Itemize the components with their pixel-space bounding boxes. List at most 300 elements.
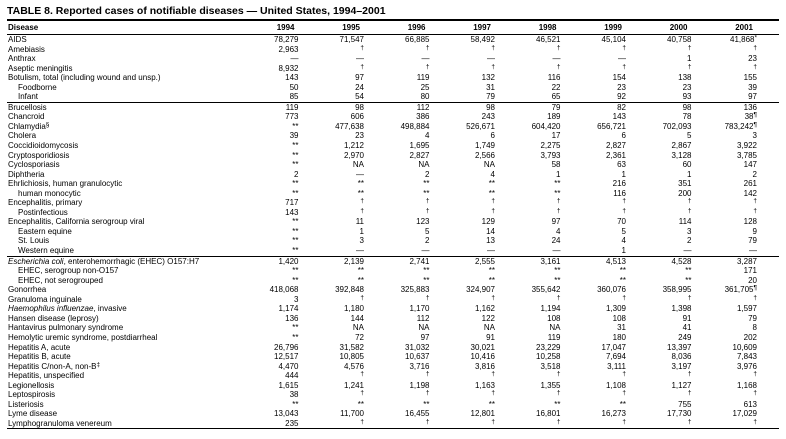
value-cell: 136 bbox=[285, 313, 299, 323]
value-cell: 11,700 bbox=[340, 409, 364, 419]
value-cell: 189 bbox=[547, 112, 561, 122]
disease-name-cell: Cyclosporiasis bbox=[8, 160, 60, 170]
table-row bbox=[7, 179, 779, 189]
disease-name-cell: Hepatitis A, acute bbox=[8, 342, 71, 352]
value-cell: 112 bbox=[416, 313, 430, 323]
value-cell: 17 bbox=[551, 131, 561, 141]
value-cell: † bbox=[491, 390, 495, 397]
disease-name-cell: Legionellosis bbox=[8, 380, 55, 390]
value-cell: 355,642 bbox=[531, 285, 561, 295]
disease-name-cell: Encephalitis, California serogroup viral bbox=[8, 217, 145, 227]
value-cell: 16,273 bbox=[601, 409, 626, 419]
disease-name-cell: Eastern equine bbox=[18, 226, 72, 236]
disease-name-cell: EHEC, not serogrouped bbox=[18, 275, 103, 285]
value-cell: — bbox=[290, 54, 299, 64]
disease-name-cell: Foodborne bbox=[18, 82, 57, 92]
value-cell: 1,355 bbox=[540, 380, 561, 390]
value-cell: ** bbox=[357, 275, 364, 285]
value-cell: † bbox=[753, 207, 757, 215]
value-cell: 31 bbox=[617, 323, 626, 333]
value-cell: 444 bbox=[285, 371, 299, 381]
value-cell: ** bbox=[292, 160, 299, 170]
value-cell: 3,161 bbox=[540, 256, 561, 266]
value-cell: ** bbox=[357, 179, 364, 189]
value-cell: 783,242¶ bbox=[724, 121, 757, 131]
value-cell: 3,793 bbox=[540, 150, 561, 160]
value-cell: 23 bbox=[748, 54, 757, 64]
value-cell: — bbox=[421, 54, 430, 64]
table-row bbox=[7, 314, 779, 324]
value-cell: 10,609 bbox=[732, 342, 757, 352]
value-cell: 1,198 bbox=[409, 380, 430, 390]
value-cell: ** bbox=[292, 275, 299, 285]
table-row bbox=[7, 236, 779, 246]
value-cell: 2,867 bbox=[671, 141, 692, 151]
disease-name-cell: Infant bbox=[7, 92, 255, 102]
value-cell: 154 bbox=[612, 73, 626, 83]
value-cell: 498,884 bbox=[400, 121, 430, 131]
value-cell: ** bbox=[292, 323, 299, 333]
table-row bbox=[7, 151, 779, 161]
value-cell: — bbox=[648, 246, 714, 256]
disease-name-cell: Hepatitis C/non-A, non-B‡ bbox=[8, 361, 101, 371]
value-cell: † bbox=[714, 419, 780, 429]
value-cell: 72 bbox=[355, 332, 364, 342]
value-cell: 4 bbox=[490, 169, 495, 179]
value-cell: 1 bbox=[556, 169, 561, 179]
value-cell: ** bbox=[292, 150, 299, 160]
value-cell: † bbox=[622, 294, 626, 302]
value-cell: 26,796 bbox=[274, 342, 299, 352]
value-cell: 70 bbox=[617, 217, 626, 227]
value-cell: ** bbox=[423, 275, 430, 285]
table-row bbox=[7, 390, 779, 400]
disease-name-cell: Gonorrhea bbox=[8, 285, 47, 295]
value-cell: ** bbox=[292, 332, 299, 342]
year-column-header: 1996 bbox=[386, 21, 452, 35]
value-cell: † bbox=[753, 198, 757, 205]
year-column-header: 1994 bbox=[255, 21, 321, 35]
value-cell: 2,555 bbox=[474, 256, 495, 266]
value-cell: † bbox=[622, 44, 626, 52]
value-cell: † bbox=[622, 198, 626, 205]
disease-name-cell: Chancroid bbox=[8, 112, 45, 122]
value-cell: — bbox=[321, 246, 387, 256]
disease-name-cell: Anthrax bbox=[8, 54, 36, 64]
table-row bbox=[7, 189, 779, 199]
value-cell: 261 bbox=[743, 179, 757, 189]
value-cell: 755 bbox=[678, 399, 692, 409]
value-cell: 1,398 bbox=[671, 304, 692, 314]
value-cell: † bbox=[583, 419, 649, 429]
value-cell: ** bbox=[619, 266, 626, 276]
value-cell: 477,638 bbox=[335, 121, 364, 131]
year-column-header: 2001 bbox=[714, 21, 780, 35]
disease-name-cell: Hantavirus pulmonary syndrome bbox=[8, 323, 124, 333]
value-cell: 25 bbox=[420, 82, 430, 92]
value-cell: ** bbox=[292, 141, 299, 151]
year-column-header: 1995 bbox=[321, 21, 387, 35]
disease-name-cell: Hepatitis, unspecified bbox=[8, 371, 85, 381]
value-cell: 80 bbox=[386, 92, 452, 102]
value-cell: 2,963 bbox=[278, 44, 299, 54]
value-cell: NA bbox=[483, 323, 495, 333]
value-cell: † bbox=[687, 294, 692, 302]
value-cell: ** bbox=[292, 121, 299, 131]
value-cell: 4,513 bbox=[605, 256, 626, 266]
value-cell: ** bbox=[488, 266, 495, 276]
table-row bbox=[7, 304, 779, 314]
table-header-row bbox=[7, 21, 779, 35]
table-row bbox=[7, 45, 779, 55]
value-cell: — bbox=[552, 54, 561, 64]
value-cell: † bbox=[360, 63, 364, 71]
disease-name-cell: St. Louis bbox=[18, 236, 50, 246]
value-cell: 20 bbox=[748, 275, 757, 285]
value-cell: 1,615 bbox=[278, 380, 299, 390]
value-cell: 1,162 bbox=[474, 304, 495, 314]
value-cell: ** bbox=[423, 266, 430, 276]
value-cell: 23,229 bbox=[536, 342, 561, 352]
year-column-header: 1997 bbox=[452, 21, 518, 35]
value-cell: 386 bbox=[416, 112, 430, 122]
value-cell: — bbox=[517, 246, 583, 256]
disease-name-cell: human monocytic bbox=[18, 188, 81, 198]
value-cell: ** bbox=[488, 399, 495, 409]
value-cell: † bbox=[687, 390, 692, 397]
value-cell: 351 bbox=[678, 179, 692, 189]
value-cell: † bbox=[753, 44, 757, 52]
disease-name-cell: Ehrlichiosis, human granulocytic bbox=[8, 179, 123, 189]
value-cell: — bbox=[714, 246, 780, 256]
table-row bbox=[7, 122, 779, 132]
value-cell: 39 bbox=[748, 82, 757, 92]
value-cell: 66,885 bbox=[405, 35, 430, 44]
value-cell: 7,694 bbox=[605, 352, 626, 362]
table-body bbox=[7, 35, 779, 429]
value-cell: † bbox=[556, 63, 561, 71]
value-cell: ** bbox=[292, 399, 299, 409]
value-cell: 5 bbox=[621, 226, 626, 236]
value-cell: 13,043 bbox=[274, 409, 299, 419]
value-cell: 3,197 bbox=[671, 361, 692, 371]
value-cell: † bbox=[491, 63, 495, 71]
value-cell: 1,168 bbox=[736, 380, 757, 390]
value-cell: 16,455 bbox=[405, 409, 430, 419]
value-cell: 1 bbox=[621, 169, 626, 179]
table-row bbox=[7, 102, 779, 112]
value-cell: 128 bbox=[743, 217, 757, 227]
value-cell: 50 bbox=[289, 82, 299, 92]
value-cell: NA bbox=[352, 160, 364, 170]
value-cell: 30,021 bbox=[470, 342, 495, 352]
table-row bbox=[7, 141, 779, 151]
value-cell: † bbox=[687, 371, 692, 378]
value-cell: 4,576 bbox=[343, 361, 364, 371]
value-cell: † bbox=[556, 294, 561, 302]
value-cell: 1,108 bbox=[605, 380, 626, 390]
value-cell: ** bbox=[357, 399, 364, 409]
value-cell: 4,470 bbox=[278, 361, 299, 371]
value-cell: ** bbox=[488, 275, 495, 285]
value-cell: 98 bbox=[355, 102, 364, 112]
value-cell: — bbox=[618, 54, 626, 64]
value-cell: † bbox=[753, 294, 757, 302]
value-cell: 119 bbox=[416, 73, 430, 83]
value-cell: 3,785 bbox=[736, 150, 757, 160]
disease-name-cell: Aseptic meningitis bbox=[8, 63, 73, 73]
value-cell: 78 bbox=[682, 112, 692, 122]
value-cell: 116 bbox=[613, 188, 626, 198]
value-cell: 78,279 bbox=[274, 35, 299, 44]
value-cell: 4 bbox=[425, 131, 430, 141]
value-cell: 6 bbox=[621, 131, 626, 141]
value-cell: 17,730 bbox=[667, 409, 692, 419]
disease-name-cell: Postinfectious bbox=[18, 207, 68, 217]
year-column-header: 1998 bbox=[517, 21, 583, 35]
value-cell: 1 bbox=[583, 246, 649, 256]
value-cell: 613 bbox=[743, 399, 757, 409]
value-cell: — bbox=[452, 246, 518, 256]
value-cell: 4 bbox=[556, 226, 561, 236]
value-cell: 98 bbox=[682, 102, 692, 112]
value-cell: 235 bbox=[255, 419, 321, 429]
disease-name-cell: Botulism, total (including wound and unsp.) bbox=[8, 73, 161, 83]
value-cell: 2,827 bbox=[605, 141, 626, 151]
year-column-header: 1999 bbox=[583, 21, 649, 35]
value-cell: 54 bbox=[321, 92, 387, 102]
value-cell: † bbox=[753, 63, 757, 71]
value-cell: ** bbox=[685, 275, 692, 285]
disease-name-cell: Escherichia coli, enterohemorrhagic (EHEC) O157:H7 bbox=[8, 256, 200, 266]
value-cell: 132 bbox=[481, 73, 495, 83]
value-cell: 23 bbox=[617, 82, 626, 92]
value-cell: † bbox=[556, 198, 561, 205]
table-row bbox=[7, 333, 779, 343]
value-cell: 108 bbox=[547, 313, 561, 323]
value-cell: † bbox=[425, 198, 430, 205]
notifiable-diseases-table bbox=[7, 21, 779, 429]
value-cell: † bbox=[386, 419, 452, 429]
disease-name-cell: Hemolytic uremic syndrome, postdiarrheal bbox=[8, 332, 158, 342]
value-cell: ** bbox=[292, 226, 299, 236]
value-cell: 40,758 bbox=[667, 35, 692, 44]
value-cell: ** bbox=[554, 399, 561, 409]
value-cell: 119 bbox=[547, 332, 561, 342]
value-cell: 147 bbox=[743, 160, 757, 170]
value-cell: 123 bbox=[416, 217, 430, 227]
value-cell: 12,517 bbox=[274, 352, 299, 362]
value-cell: ** bbox=[423, 188, 430, 198]
value-cell: ** bbox=[554, 179, 561, 189]
value-cell: 2,139 bbox=[343, 256, 364, 266]
value-cell: † bbox=[360, 390, 364, 397]
value-cell: 180 bbox=[612, 332, 626, 342]
value-cell: † bbox=[622, 207, 626, 215]
value-cell: 1,180 bbox=[343, 304, 364, 314]
value-cell: † bbox=[360, 294, 364, 302]
value-cell: 3,111 bbox=[607, 361, 626, 371]
value-cell: 116 bbox=[547, 73, 561, 83]
value-cell: 85 bbox=[255, 92, 321, 102]
value-cell: † bbox=[687, 63, 692, 71]
value-cell: ** bbox=[619, 399, 626, 409]
value-cell: 2 bbox=[425, 236, 430, 246]
value-cell: 717 bbox=[285, 198, 299, 208]
disease-name-cell: Diphtheria bbox=[8, 169, 45, 179]
value-cell: † bbox=[753, 371, 757, 378]
value-cell: 1,174 bbox=[278, 304, 299, 314]
value-cell: 144 bbox=[350, 313, 364, 323]
value-cell: 71,547 bbox=[339, 35, 364, 44]
value-cell: † bbox=[556, 371, 561, 378]
disease-column-header: Disease bbox=[7, 21, 255, 35]
value-cell: 4 bbox=[621, 236, 626, 246]
value-cell: 1,309 bbox=[605, 304, 626, 314]
table-row bbox=[7, 419, 779, 429]
value-cell: 1 bbox=[687, 54, 692, 64]
value-cell: † bbox=[491, 207, 495, 215]
value-cell: 23 bbox=[355, 131, 364, 141]
value-cell: — bbox=[356, 169, 364, 179]
value-cell: † bbox=[360, 207, 364, 215]
value-cell: 3,922 bbox=[736, 141, 757, 151]
value-cell: 5 bbox=[425, 226, 430, 236]
value-cell: 526,671 bbox=[466, 121, 495, 131]
value-cell: 91 bbox=[486, 332, 495, 342]
disease-name-cell: Cryptosporidiosis bbox=[8, 150, 70, 160]
value-cell: 92 bbox=[583, 92, 649, 102]
table-row bbox=[7, 198, 779, 208]
value-cell: 3 bbox=[294, 294, 299, 304]
value-cell: 1,194 bbox=[540, 304, 561, 314]
value-cell: 8,036 bbox=[671, 352, 692, 362]
value-cell: ** bbox=[554, 275, 561, 285]
value-cell: † bbox=[622, 390, 626, 397]
value-cell: 114 bbox=[678, 217, 692, 227]
value-cell: NA bbox=[352, 323, 364, 333]
disease-name-cell: Hepatitis B, acute bbox=[8, 352, 71, 362]
disease-name-cell: Leptospirosis bbox=[8, 390, 56, 400]
value-cell: 91 bbox=[682, 313, 692, 323]
value-cell: 1,241 bbox=[343, 380, 364, 390]
value-cell: 93 bbox=[648, 92, 714, 102]
table-row bbox=[7, 409, 779, 419]
value-cell: 7,843 bbox=[736, 352, 757, 362]
value-cell: 1,127 bbox=[671, 380, 692, 390]
disease-name-cell: Chlamydia§ bbox=[8, 121, 50, 131]
table-row bbox=[7, 400, 779, 410]
value-cell: 58,492 bbox=[470, 35, 495, 44]
value-cell: 361,705¶ bbox=[724, 285, 757, 295]
table-row bbox=[7, 343, 779, 353]
value-cell: † bbox=[425, 207, 430, 215]
table-row bbox=[7, 227, 779, 237]
value-cell: † bbox=[360, 371, 364, 378]
value-cell: 3,716 bbox=[409, 361, 430, 371]
value-cell: 46,521 bbox=[536, 35, 561, 44]
value-cell: 38¶ bbox=[744, 112, 757, 122]
value-cell: 10,258 bbox=[536, 352, 561, 362]
value-cell: † bbox=[556, 207, 561, 215]
value-cell: 4,528 bbox=[671, 256, 692, 266]
value-cell: 324,907 bbox=[466, 285, 495, 295]
value-cell: † bbox=[622, 371, 626, 378]
value-cell: 392,848 bbox=[335, 285, 364, 295]
value-cell: 171 bbox=[743, 266, 757, 276]
table-row bbox=[7, 131, 779, 141]
value-cell: 2,741 bbox=[409, 256, 430, 266]
value-cell: 24 bbox=[551, 236, 561, 246]
value-cell: ** bbox=[357, 266, 364, 276]
value-cell: 249 bbox=[678, 332, 692, 342]
value-cell: 2,566 bbox=[474, 150, 495, 160]
table-row bbox=[7, 371, 779, 381]
value-cell: 136 bbox=[743, 102, 757, 112]
value-cell: † bbox=[556, 44, 561, 52]
table-row bbox=[7, 276, 779, 286]
value-cell: 16,801 bbox=[536, 409, 561, 419]
value-cell: 5 bbox=[687, 131, 692, 141]
value-cell: 325,883 bbox=[400, 285, 430, 295]
value-cell: 2,827 bbox=[409, 150, 430, 160]
value-cell: ** bbox=[685, 266, 692, 276]
table-row bbox=[7, 112, 779, 122]
value-cell: 138 bbox=[678, 73, 692, 83]
value-cell: 418,068 bbox=[269, 285, 299, 295]
disease-name-cell: Granuloma inguinale bbox=[8, 294, 82, 304]
value-cell: † bbox=[425, 390, 430, 397]
value-cell: 10,637 bbox=[405, 352, 430, 362]
value-cell: 1 bbox=[359, 226, 364, 236]
value-cell: 97 bbox=[420, 332, 430, 342]
value-cell: 143 bbox=[285, 207, 299, 217]
value-cell: † bbox=[425, 44, 430, 52]
value-cell: 143 bbox=[285, 73, 299, 83]
table-title: TABLE 8. Reported cases of notifiable diseases — United States, 1994–2001 bbox=[7, 5, 779, 21]
disease-name-cell: Amebiasis bbox=[8, 44, 45, 54]
value-cell: † bbox=[556, 390, 561, 397]
value-cell: 31,582 bbox=[339, 342, 364, 352]
disease-name-cell: Hansen disease (leprosy) bbox=[8, 313, 99, 323]
value-cell: 24 bbox=[355, 82, 364, 92]
value-cell: 3,287 bbox=[736, 256, 757, 266]
value-cell: 773 bbox=[285, 112, 299, 122]
value-cell: 2 bbox=[294, 169, 299, 179]
value-cell: ** bbox=[488, 179, 495, 189]
value-cell: 142 bbox=[743, 188, 757, 198]
value-cell: 129 bbox=[481, 217, 495, 227]
value-cell: 1,695 bbox=[409, 141, 430, 151]
table-row bbox=[7, 285, 779, 295]
disease-name-cell: Haemophilus influenzae, invasive bbox=[8, 304, 127, 314]
value-cell: ** bbox=[554, 266, 561, 276]
disease-name-cell: Lymphogranuloma venereum bbox=[7, 419, 255, 429]
value-cell: 13 bbox=[486, 236, 495, 246]
value-cell: NA bbox=[549, 323, 561, 333]
value-cell: † bbox=[753, 390, 757, 397]
value-cell: 79 bbox=[551, 102, 561, 112]
value-cell: 65 bbox=[517, 92, 583, 102]
table-row bbox=[7, 362, 779, 372]
value-cell: 60 bbox=[682, 160, 692, 170]
disease-name-cell: Encephalitis, primary bbox=[8, 198, 83, 208]
table-row bbox=[7, 54, 779, 64]
value-cell: 3,518 bbox=[540, 361, 561, 371]
value-cell: ** bbox=[357, 188, 364, 198]
value-cell: 41 bbox=[682, 323, 692, 333]
value-cell: 3 bbox=[359, 236, 364, 246]
